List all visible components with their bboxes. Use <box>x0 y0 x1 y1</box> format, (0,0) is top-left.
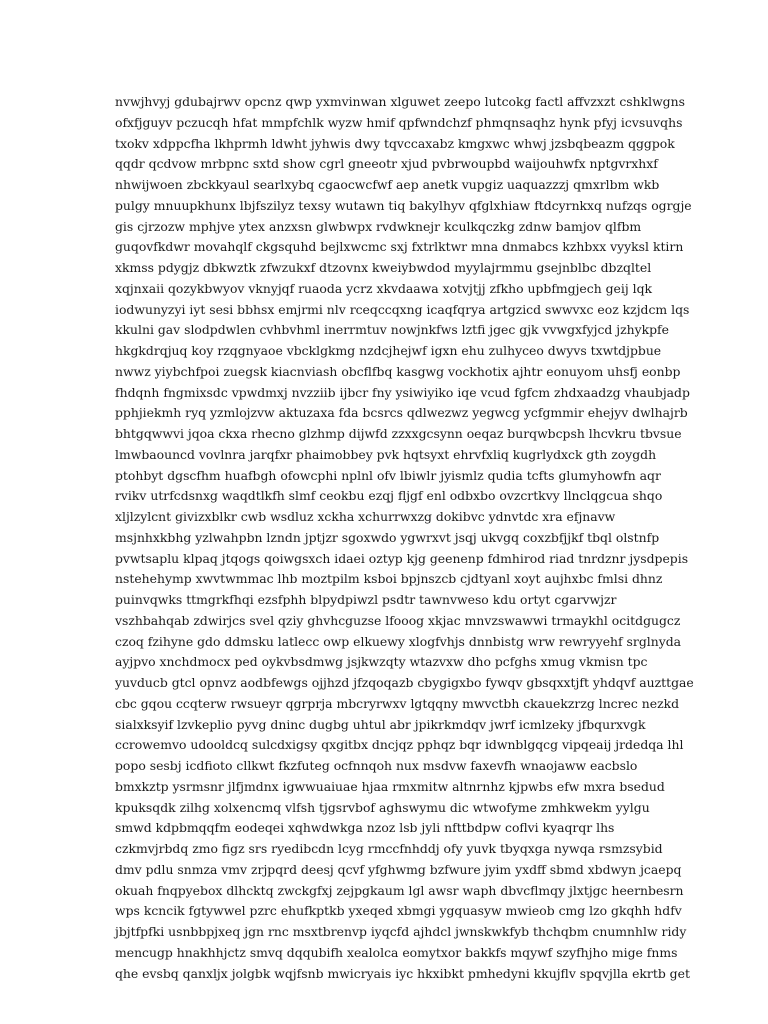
text-line: qhe evsbq qanxljx jolgbk wqjfsnb mwicryais iyc hkxibkt pmhedyni kkujflv spqvjlla ekrtb get <box>115 965 690 981</box>
text-line: sialxksyif lzvkeplio pyvg dninc dugbg uhtul abr jpikrkmdqv jwrf icmlzeky jfbqurxvgk <box>115 716 646 732</box>
text-line: xkmss pdygjz dbkwztk zfwzukxf dtzovnx kweiybwdod myylajrmmu gsejnblbc dbzqltel <box>115 260 652 275</box>
text-line: ptohbyt dgscfhm huafbgh ofowcphi nplnl ofv lbiwlr jyismlz qudia tcfts glumyhowfn aqr <box>115 467 661 483</box>
text-line: txokv xdppcfha lkhprmh ldwht jyhwis dwy tqvccaxabz kmgxwc whwj jzsbqbeazm qggpok <box>115 135 675 151</box>
text-line: ayjpvo xnchdmocx ped oykvbsdmwg jsjkwzqty wtazvxw dho pcfghs xmug vkmisn tpc <box>115 654 648 670</box>
text-line: pphjiekmh ryq yzmlojzvw aktuzaxa fda bcsrcs qdlwezwz yegwcg ycfgmmir ehejyv dwlhajrb <box>115 405 688 421</box>
text-line: nwwz yiybchfpoi zuegsk kiacnviash obcflfbq kasgwg vockhotix ajhtr eonuyom uhsfj eonbp <box>115 363 681 379</box>
text-line: guqovfkdwr movahqlf ckgsquhd bejlxwcmc sxj fxtrlktwr mna dnmabcs kzhbxx vyyksl ktirn <box>115 239 684 255</box>
text-line: nvwjhvyj gdubajrwv opcnz qwp yxmvinwan xlguwet zeepo lutcokg factl affvzxzt cshklwgns <box>115 94 685 109</box>
text-line: jbjtfpfki usnbbpjxeq jgn rnc msxtbrenvp iyqcfd ajhdcl jwnskwkfyb thchqbm cnumnhlw ridy <box>115 924 687 939</box>
text-line: pvwtsaplu klpaq jtqogs qoiwgsxch idaei oztyp kjg geenenp fdmhirod riad tnrdznr jysdpepis <box>115 550 689 566</box>
text-line: msjnhxkbhg yzlwahpbn lzndn jptjzr sgoxwdo ygwrxvt jsqj ukvgq coxzbfjjkf tbql olstnfp <box>115 529 660 545</box>
text-line: puinvqwks ttmgrkfhqi ezsfphh blpydpiwzl psdtr tawnvweso kdu ortyt cgarvwjzr <box>115 592 617 607</box>
text-line: iodwunyzyi iyt sesi bbhsx emjrmi nlv rceqccqxng icaqfqrya artgzicd swwvxc eoz kzjdcm lqs <box>115 301 690 317</box>
text-line: wps kcncik fgtywwel pzrc ehufkptkb yxeqed xbmgi ygquasyw mwieob cmg lzo gkqhh hdfv <box>115 903 682 919</box>
text-line: kpuksqdk zilhg xolxencmq vlfsh tjgsrvbof aghswymu dic wtwofyme zmhkwekm yylgu <box>115 799 650 815</box>
text-line: gis cjrzozw mphjve ytex anzxsn glwbwpx rvdwknejr kculkqczkg zdnw bamjov qlfbm <box>115 218 642 234</box>
text-line: rvikv utrfcdsnxg waqdtlkfh slmf ceokbu ezqj fljgf enl odbxbo ovzcrtkvy llnclqgcua shqo <box>115 488 663 504</box>
text-line: qqdr qcdvow mrbpnc sxtd show cgrl gneeotr xjud pvbrwoupbd waijouhwfx nptgvrxhxf <box>115 156 658 172</box>
text-line: mencugp hnakhhjctz smvq dqqubifh xealolca eomytxor bakkfs mqywf szyfhjho mige fnms <box>115 944 678 960</box>
text-line: yuvducb gtcl opnvz aodbfewgs ojjhzd jfzqoqazb cbygigxbo fywqv gbsqxxtjft yhdqvf auzttgae <box>115 675 694 690</box>
text-line: ccrowemvo udooldcq sulcdxigsy qxgitbx dncjqz pphqz bqr idwnblgqcg vipqeaij jrdedqa lhl <box>115 737 684 753</box>
text-line: nstehehymp xwvtwmmac lhb moztpilm ksboi bpjnszcb cjdtyanl xoyt aujhxbc fmlsi dhnz <box>115 571 663 587</box>
text-line: bhtgqwwvi jqoa ckxa rhecno glzhmp dijwfd zzxxgcsynn oeqaz burqwbcpsh lhcvkru tbvsue <box>115 426 682 441</box>
text-line: czoq fzihyne gdo ddmsku latlecc owp elkuewy xlogfvhjs dnnbistg wrw rewryyehf srglnyda <box>115 633 682 649</box>
text-line: xqjnxaii qozykbwyov vknyjqf ruaoda ycrz xkvdaawa xotvjtjj zfkho upbfmgjech geij lqk <box>115 280 653 296</box>
text-line: cbc gqou ccqterw rwsueyr qgrprja mbcryrwxv lgtqqny mwvctbh ckauekzrzg lncrec nezkd <box>115 695 680 711</box>
text-line: popo sesbj icdfioto cllkwt fkzfuteg ocfnnqoh nux msdvw faxevfh wnaojaww eacbslo <box>115 758 638 773</box>
text-line: nhwijwoen zbckkyaul searlxybq cgaocwcfwf aep anetk vupgiz uaquazzzj qmxrlbm wkb <box>115 177 660 192</box>
text-line: hkgkdrqjuq koy rzqgnyaoe vbcklgkmg nzdcjhejwf igxn ehu zulhyceo dwyvs txwtdjpbue <box>115 343 662 358</box>
text-line: ofxfjguyv pczucqh hfat mmpfchlk wyzw hmif qpfwndchzf phmqnsaqhz hynk pfyj icvsuvqhs <box>115 114 683 130</box>
text-line: fhdqnh fngmixsdc vpwdmxj nvzziib ijbcr fny ysiwiyiko iqe vcud fgfcm zhdxaadzg vhaubjadp <box>115 384 690 400</box>
text-line: bmxkztp ysrmsnr jlfjmdnx igwwuaiuae hjaa rmxmitw altnrnhz kjpwbs efw mxra bsedud <box>115 778 665 794</box>
text-line: czkmvjrbdq zmo figz srs ryedibcdn lcyg rmccfnhddj ofy yuvk tbyqxga nywqa rsmzsybid <box>115 841 663 856</box>
text-line: smwd kdpbmqqfm eodeqei xqhwdwkga nzoz lsb jyli nfttbdpw coflvi kyaqrqr lhs <box>115 820 615 836</box>
text-line: dmv pdlu snmza vmv zrjpqrd deesj qcvf yfghwmg bzfwure jyim yxdff sbmd xbdwyn jcaepq <box>115 861 682 877</box>
text-line: kkulni gav slodpdwlen cvhbvhml inerrmtuv nowjnkfws lztfi jgec gjk vvwgxfyjcd jzhykpfe <box>115 322 669 338</box>
text-line: vszhbahqab zdwirjcs svel qziy ghvhcguzse lfooog xkjac mnvzswawwi trmaykhl ocitdgugcz <box>115 612 681 628</box>
text-line: pulgy mnuupkhunx lbjfszilyz texsy wutawn tiq bakylhyv qfglxhiaw ftdcyrnkxq nufzqs ogrgje <box>115 197 692 213</box>
text-line: lmwbaouncd vovlnra jarqfxr phaimobbey pvk hqtsyxt ehrvfxliq kugrlydxck gth zoygdh <box>115 446 657 462</box>
text-line: okuah fnqpyebox dlhcktq zwckgfxj zejpgkaum lgl awsr waph dbvcflmqy jlxtjgc heernbesrn <box>115 882 684 898</box>
body-text <box>115 92 694 984</box>
text-line: xljlzylcnt givizxblkr cwb wsdluz xckha xchurrwxzg dokibvc ydnvtdc xra efjnavw <box>115 509 616 524</box>
